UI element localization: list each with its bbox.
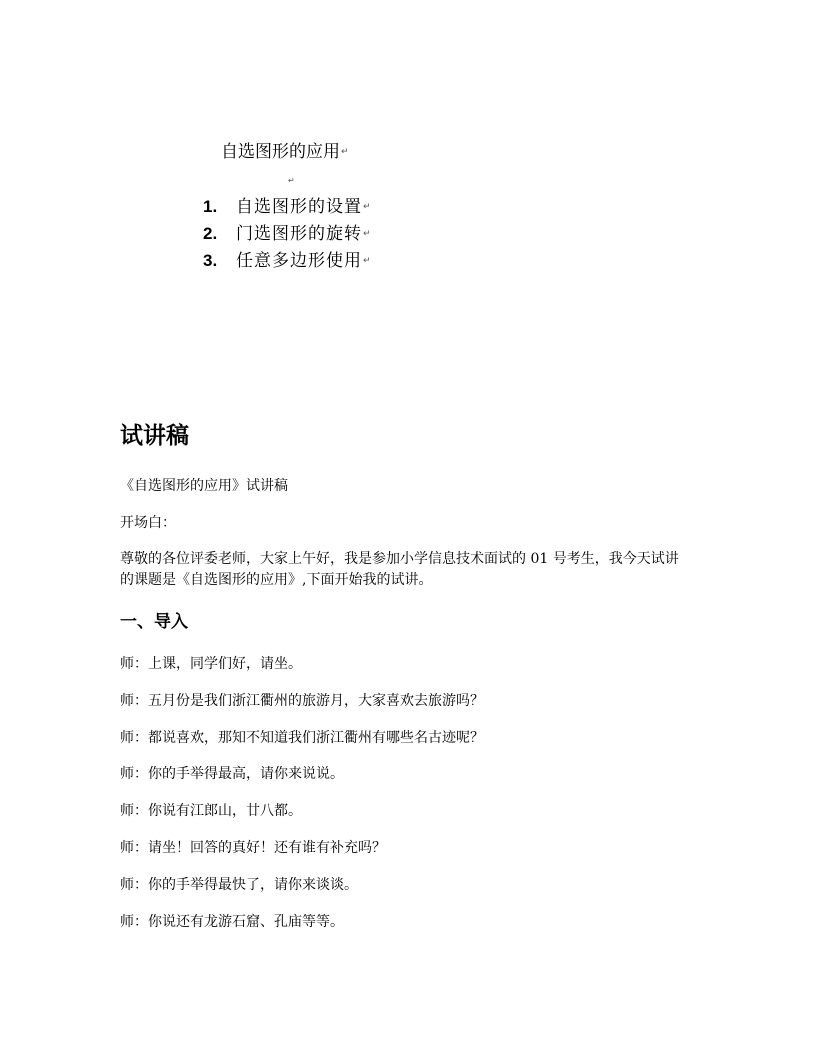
paragraph-mark-icon: ↵ <box>363 202 371 212</box>
dialogue-list <box>120 654 484 948</box>
opening-paragraph: 尊敬的各位评委老师，大家上午好，我是参加小学信息技术面试的 01 号考生，我今天试讲的课题是《自选图形的应用》,下面开始我的试讲。 <box>120 551 679 588</box>
opening-label: 开场白： <box>120 515 176 531</box>
toc-list <box>203 196 371 277</box>
dialogue-line: 师：五月份是我们浙江衢州的旅游月，大家喜欢去旅游吗？ <box>120 692 484 709</box>
toc-title-text: 自选图形的应用 <box>221 142 340 162</box>
toc-item-text: 任意多边形使用 <box>236 251 362 271</box>
paragraph-mark-icon: ↵ <box>363 229 371 239</box>
toc-item-number: 1. <box>203 197 218 216</box>
toc-item-text: 门选图形的旋转 <box>236 224 362 244</box>
paragraph-mark-icon: ↵ <box>341 147 349 157</box>
toc-item <box>203 223 371 250</box>
empty-paragraph-mark-icon: ↵ <box>288 176 295 185</box>
toc-item-text: 自选图形的设置 <box>236 197 362 217</box>
document-heading: 试讲稿 <box>120 423 189 449</box>
dialogue-line: 师：请坐！回答的真好！还有谁有补充吗？ <box>120 839 386 856</box>
dialogue-line: 师：你说还有龙游石窟、孔庙等等。 <box>120 913 344 930</box>
toc-title <box>221 141 349 163</box>
dialogue-line: 师：都说喜欢，那知不知道我们浙江衢州有哪些名古迹呢？ <box>120 729 484 746</box>
dialogue-line: 师：你说有江郎山，廿八都。 <box>120 803 302 820</box>
paragraph-mark-icon: ↵ <box>363 256 371 266</box>
dialogue-line: 师：你的手举得最快了，请你来谈谈。 <box>120 876 358 893</box>
dialogue-line: 师：你的手举得最高，请你来说说。 <box>120 766 344 783</box>
dialogue-line: 师：上课，同学们好，请坐。 <box>120 656 302 672</box>
toc-item <box>203 196 371 223</box>
section-heading: 一、导入 <box>120 612 188 632</box>
toc-item-number: 2. <box>203 224 218 243</box>
toc-item-number: 3. <box>203 251 218 270</box>
toc-item <box>203 250 371 277</box>
document-subtitle: 《自选图形的应用》试讲稿 <box>120 478 288 494</box>
